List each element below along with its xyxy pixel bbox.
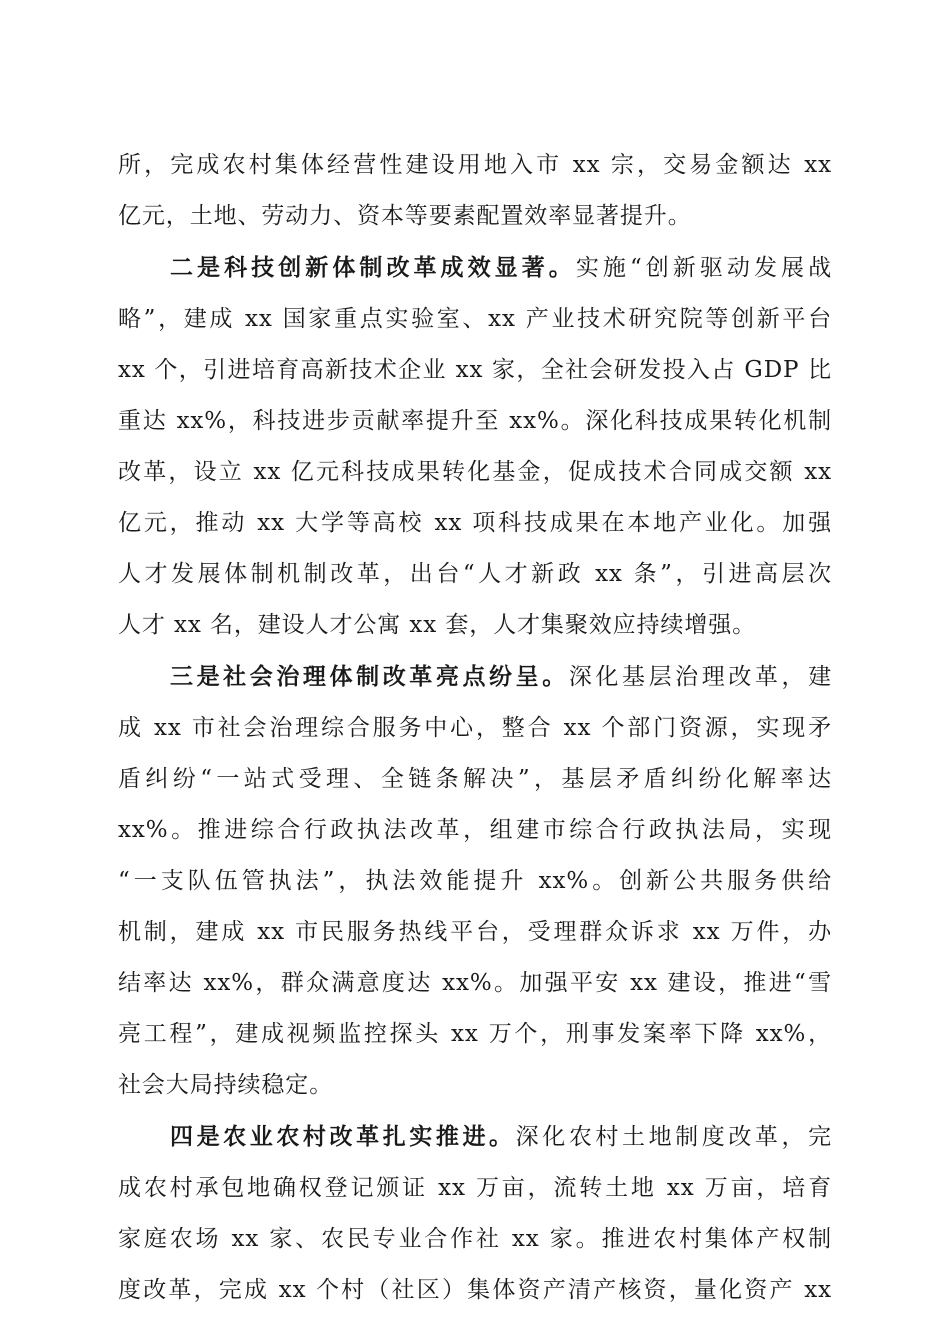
text-line: 亿元，土地、劳动力、资本等要素配置效率显著提升。 (118, 203, 692, 229)
text-line: 度改革，完成 xx 个村（社区）集体资产清产核资，量化资产 xx (118, 1277, 832, 1303)
text-line: 成 xx 市社会治理综合服务中心，整合 xx 个部门资源，实现矛 (118, 715, 832, 741)
paragraph-lead-heading: 四是农业农村改革扎实推进。 (170, 1123, 516, 1150)
text-line: 重达 xx%，科技进步贡献率提升至 xx%。深化科技成果转化机制 (118, 408, 832, 434)
text-line (118, 242, 832, 294)
paragraph-lead-heading: 三是社会治理体制改革亮点纷呈。 (170, 663, 569, 690)
paragraph-rural-reform (118, 1111, 832, 1316)
text-line: 社会大局持续稳定。 (118, 1072, 334, 1098)
text-line: 改革，设立 xx 亿元科技成果转化基金，促成技术合同成交额 xx (118, 459, 832, 485)
text-line-rest: 实施“创新驱动发展战 (575, 255, 833, 281)
text-line: 机制，建成 xx 市民服务热线平台，受理群众诉求 xx 万件，办 (118, 919, 832, 945)
text-line: 所，完成农村集体经营性建设用地入市 xx 宗，交易金额达 xx (118, 152, 832, 178)
text-line (118, 1111, 832, 1163)
text-line-rest: 深化基层治理改革，建 (568, 664, 832, 690)
paragraph-social-governance-reform (118, 651, 832, 1111)
text-line: 结率达 xx%，群众满意度达 xx%。加强平安 xx 建设，推进“雪 (118, 970, 832, 996)
text-line (118, 651, 832, 703)
text-line: xx 个，引进培育高新技术企业 xx 家，全社会研发投入占 GDP 比 (118, 357, 832, 383)
text-line: “一支队伍管执法”，执法效能提升 xx%。创新公共服务供给 (118, 868, 832, 894)
text-line: xx%。推进综合行政执法改革，组建市综合行政执法局，实现 (118, 817, 832, 843)
text-line: 家庭农场 xx 家、农民专业合作社 xx 家。推进农村集体产权制 (118, 1226, 832, 1252)
text-line: 人才 xx 名，建设人才公寓 xx 套，人才集聚效应持续增强。 (118, 612, 757, 638)
text-line: 人才发展体制机制改革，出台“人才新政 xx 条”，引进高层次 (118, 561, 832, 587)
text-line: 略”，建成 xx 国家重点实验室、xx 产业技术研究院等创新平台 (118, 306, 832, 332)
text-line: 亿元，推动 xx 大学等高校 xx 项科技成果在本地产业化。加强 (118, 510, 832, 536)
text-line: 亮工程”，建成视频监控探头 xx 万个，刑事发案率下降 xx%， (118, 1021, 832, 1047)
paragraph-science-tech-reform (118, 242, 832, 651)
paragraph-continued (118, 140, 832, 242)
text-line-rest: 深化农村土地制度改革，完 (515, 1124, 832, 1150)
paragraph-lead-heading: 二是科技创新体制改革成效显著。 (170, 254, 576, 281)
document-body (118, 140, 832, 1316)
text-line: 盾纠纷“一站式受理、全链条解决”，基层矛盾纠纷化解率达 (118, 766, 832, 792)
text-line: 成农村承包地确权登记颁证 xx 万亩，流转土地 xx 万亩，培育 (118, 1175, 832, 1201)
